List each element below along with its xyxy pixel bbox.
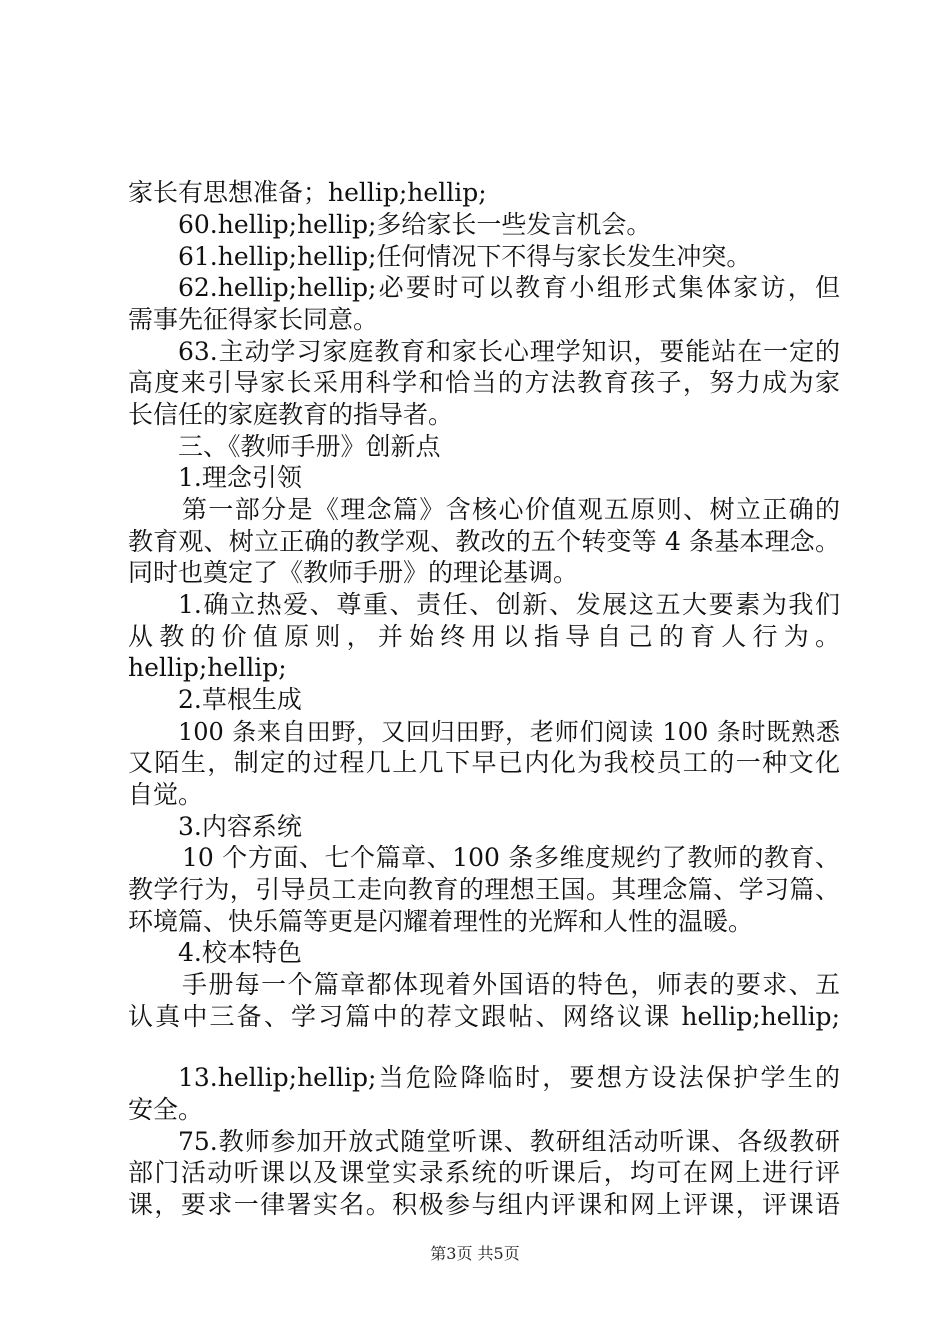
text-line: 部门活动听课以及课堂实录系统的听课后，均可在网上进行评 [128, 1158, 840, 1187]
text-line: 1.确立热爱、尊重、责任、创新、发展这五大要素为我们 [178, 590, 840, 619]
text-line: 13.hellip;hellip;当危险降临时，要想方设法保护学生的 [178, 1063, 840, 1092]
text-line: 61.hellip;hellip;任何情况下不得与家长发生冲突。 [178, 242, 752, 271]
text-line: 教育观、树立正确的教学观、教改的五个转变等 4 条基本理念。 [128, 527, 840, 556]
text-line: 62.hellip;hellip;必要时可以教育小组形式集体家访，但 [178, 273, 840, 302]
text-line: 长信任的家庭教育的指导者。 [128, 400, 454, 429]
text-line: 课，要求一律署实名。积极参与组内评课和网上评课，评课语 [128, 1190, 840, 1219]
text-line: 教学行为，引导员工走向教育的理想王国。其理念篇、学习篇、 [128, 875, 840, 904]
section-heading: 三、《教师手册》创新点 [178, 432, 441, 461]
text-line: 手册每一个篇章都体现着外国语的特色，师表的要求、五 [182, 970, 840, 999]
text-line: 又陌生，制定的过程几上几下早已内化为我校员工的一种文化 [128, 748, 840, 777]
text-line: 家长有思想准备；hellip;hellip; [128, 178, 487, 207]
text-line: 63.主动学习家庭教育和家长心理学知识，要能站在一定的 [178, 337, 840, 366]
text-line: 75.教师参加开放式随堂听课、教研组活动听课、各级教研 [178, 1127, 840, 1156]
text-line: 安全。 [128, 1095, 204, 1124]
text-line: 认真中三备、学习篇中的荐文跟帖、网络议课 hellip;hellip; [128, 1002, 840, 1031]
page-footer: 第3页 共5页 [430, 1244, 520, 1263]
text-line: 从教的价值原则，并始终用以指导自己的育人行为。 [128, 622, 840, 651]
text-line: 需事先征得家长同意。 [128, 305, 379, 334]
text-line: 10 个方面、七个篇章、100 条多维度规约了教师的教育、 [182, 843, 840, 872]
subsection-heading: 3.内容系统 [178, 812, 302, 841]
subsection-heading: 2.草根生成 [178, 685, 302, 714]
subsection-heading: 1.理念引领 [178, 463, 302, 492]
text-line: 第一部分是《理念篇》含核心价值观五原则、树立正确的 [182, 495, 840, 524]
text-line: 60.hellip;hellip;多给家长一些发言机会。 [178, 210, 652, 239]
text-line: hellip;hellip; [128, 653, 287, 682]
text-line: 同时也奠定了《教师手册》的理论基调。 [128, 558, 579, 587]
subsection-heading: 4.校本特色 [178, 938, 302, 967]
text-line: 自觉。 [128, 780, 204, 809]
text-line: 环境篇、快乐篇等更是闪耀着理性的光辉和人性的温暖。 [128, 907, 754, 936]
text-line: 高度来引导家长采用科学和恰当的方法教育孩子，努力成为家 [128, 368, 840, 397]
text-line: 100 条来自田野，又回归田野，老师们阅读 100 条时既熟悉 [178, 718, 840, 746]
